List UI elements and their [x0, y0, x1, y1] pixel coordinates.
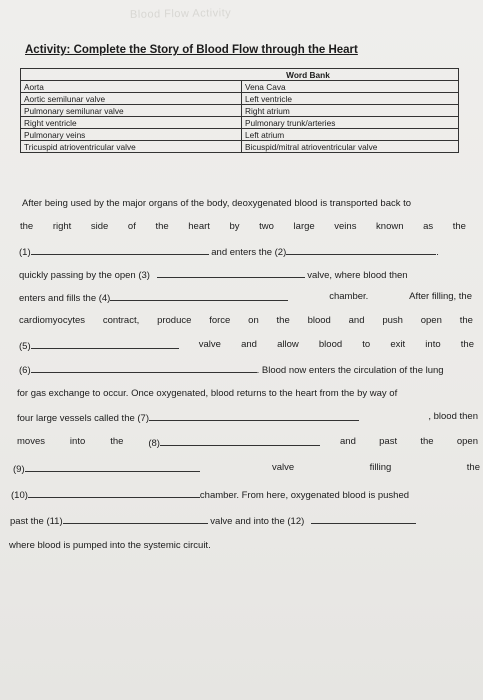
word-bank-cell: Pulmonary semilunar valve	[21, 105, 242, 117]
word: the	[110, 436, 124, 447]
story-text-fragment: .	[436, 247, 439, 258]
story-line-9: for gas exchange to occur. Once oxygenated, blood returns to the heart from the by way of	[17, 388, 398, 399]
story-text-fragment: past the (11)	[10, 516, 63, 527]
word: large	[293, 221, 315, 232]
answer-blank-1[interactable]	[31, 245, 209, 255]
story-line-2	[20, 221, 466, 232]
word: produce	[157, 315, 192, 326]
story-text-fragment: After filling, the	[409, 291, 472, 302]
word: the	[420, 436, 434, 447]
blank-number: (1)	[19, 247, 31, 258]
word-bank-cell: Pulmonary veins	[21, 129, 242, 141]
word: open	[456, 436, 478, 447]
word: veins	[334, 221, 357, 232]
word: the	[460, 339, 474, 350]
word: side	[90, 221, 109, 232]
word: allow	[277, 339, 299, 350]
word: the	[276, 315, 290, 326]
word: the	[466, 462, 480, 473]
word-bank-cell: Right ventricle	[21, 117, 242, 129]
activity-title: Activity: Complete the Story of Blood Flow through the Heart	[25, 44, 358, 56]
story-line-14	[10, 514, 416, 527]
story-text-fragment: , blood then	[428, 411, 478, 422]
word: cardiomyocytes	[19, 315, 85, 326]
answer-blank-6[interactable]	[31, 363, 257, 373]
story-line-10	[17, 411, 478, 424]
word: open	[420, 315, 442, 326]
word: exit	[390, 339, 406, 350]
word: and	[241, 339, 257, 350]
story-line-15: where blood is pumped into the systemic circuit.	[9, 540, 211, 551]
faint-header: Blood Flow Activity	[129, 7, 232, 21]
word: and	[340, 436, 356, 447]
word-bank-heading: Word Bank	[21, 69, 459, 81]
story-line-11-right	[340, 436, 478, 447]
answer-blank-4[interactable]	[110, 291, 288, 301]
story-line-7	[19, 339, 474, 352]
story-text-fragment: enters and fills the (4)	[19, 293, 111, 304]
word-bank-cell: Left ventricle	[242, 93, 459, 105]
blank-number: (5)	[19, 341, 31, 352]
story-line-4	[19, 268, 408, 281]
word: blood	[318, 339, 343, 350]
answer-blank-2[interactable]	[286, 245, 436, 255]
word-bank-cell: Aortic semilunar valve	[21, 93, 242, 105]
word: the	[459, 315, 473, 326]
word-bank-cell: Vena Cava	[242, 81, 459, 93]
word-bank-cell: Right atrium	[242, 105, 459, 117]
answer-blank-7[interactable]	[149, 411, 359, 421]
word: moves	[17, 436, 45, 447]
story-text-fragment: . Blood now enters the circulation of the lung	[256, 365, 444, 376]
word: into	[69, 436, 86, 447]
story-line-6	[19, 315, 473, 326]
word-bank-cell: Left atrium	[242, 129, 459, 141]
blank-number: (6)	[19, 365, 31, 376]
word: valve	[198, 339, 221, 350]
word: contract,	[102, 315, 140, 326]
word: force	[209, 315, 231, 326]
answer-blank-12[interactable]	[311, 514, 416, 524]
story-line-13	[11, 488, 409, 501]
story-line-3	[19, 245, 439, 258]
story-line-12-left	[13, 462, 200, 475]
word: the	[155, 221, 169, 232]
story-text-fragment: chamber. From here, oxygenated blood is pushed	[199, 490, 410, 501]
word: into	[425, 339, 441, 350]
blank-number: (9)	[13, 464, 25, 475]
word: push	[382, 315, 403, 326]
word: to	[362, 339, 371, 350]
blank-number: (8)	[148, 438, 160, 449]
story-text-fragment: chamber.	[329, 291, 369, 302]
word: two	[259, 221, 274, 232]
story-line-12-right	[272, 462, 480, 473]
word-bank-cell: Aorta	[21, 81, 242, 93]
word: of	[127, 221, 136, 232]
story-line-5	[19, 291, 472, 304]
story-text-fragment: quickly passing by the open (3)	[19, 270, 150, 281]
word: on	[248, 315, 259, 326]
word: as	[423, 221, 434, 232]
word: past	[379, 436, 398, 447]
blank-number: (10)	[11, 490, 28, 501]
story-line-11-left	[17, 436, 320, 449]
story-text-fragment: valve, where blood then	[307, 270, 408, 281]
story-text-fragment: four large vessels called the (7)	[17, 413, 150, 424]
word: right	[52, 221, 72, 232]
word-bank-cell: Tricuspid atrioventricular valve	[21, 141, 242, 153]
word: heart	[188, 221, 210, 232]
story-line-1: After being used by the major organs of the body, deoxygenated blood is transported back to	[22, 198, 412, 209]
answer-blank-5[interactable]	[31, 339, 179, 349]
answer-blank-8[interactable]	[160, 436, 320, 446]
answer-blank-11[interactable]	[63, 514, 208, 524]
story-text-fragment: and enters the (2)	[211, 247, 287, 258]
word: valve	[272, 462, 295, 473]
answer-blank-10[interactable]	[28, 488, 200, 498]
word: the	[20, 221, 34, 232]
word: known	[376, 221, 404, 232]
word: and	[348, 315, 365, 326]
answer-blank-3[interactable]	[157, 268, 305, 278]
answer-blank-9[interactable]	[25, 462, 200, 472]
story-text-fragment: valve and into the (12)	[210, 516, 305, 527]
word-bank-cell: Pulmonary trunk/arteries	[242, 117, 459, 129]
story-line-8	[19, 363, 444, 376]
word-bank-cell: Bicuspid/mitral atrioventricular valve	[242, 141, 459, 153]
word: filling	[369, 462, 392, 473]
word: blood	[307, 315, 331, 326]
word: the	[452, 221, 466, 232]
word: by	[229, 221, 240, 232]
